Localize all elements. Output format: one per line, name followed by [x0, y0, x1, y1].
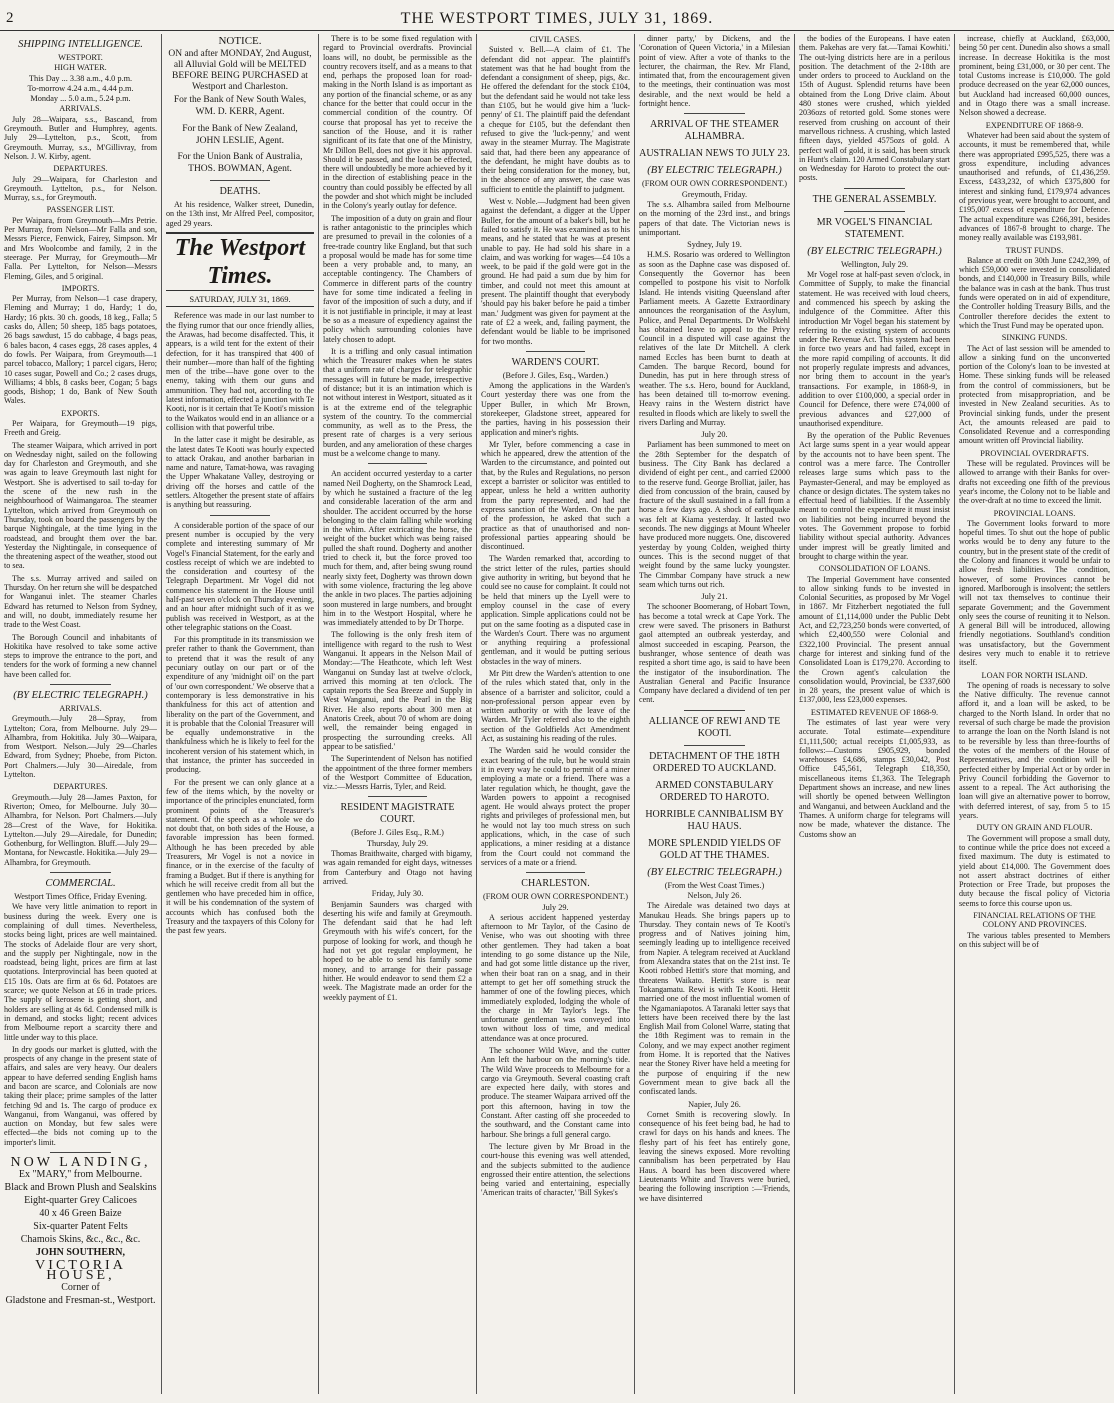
shipping-news: The steamer Waipara, which arrived in port on Wednesday night, sailed on the following day for Charleston and Greymouth, and she was again to leave Greymouth last night for Westport. She is advertised to sail to-day for the scene of the new rush in the neighbourhood of Waimangaroa. The steamer Lyttelton, which arrived from Greymouth on Thursday, took on board the passengers by the barque Nightingale, at the time lying in the roadstead, and brought them over the bar. Yesterday the Nightingale, in consequence of the threatening aspect of the weather, stood out to sea. [4, 440, 157, 571]
financial-heading: MR VOGEL'S FINANCIAL STATEMENT. [816, 216, 933, 240]
column-7 [959, 34, 1110, 1394]
ad-item: Six-quarter Patent Felts [33, 1221, 128, 1233]
news-text: The schooner Boomerang, of Hobart Town, has become a total wreck at Cape York. The crew were saved. The prisoners in Bathurst gaol attempted an outbreak yesterday, and almost succeeded in escaping. Pearson, the bushranger, whose sentence of death was respited a short time ago, is said to have been the instigator of the insubordination. The Australian General and Pacific Insurance Company have declared a dividend of ten per cent. [639, 602, 790, 705]
exports-text: Per Waipara, for Greymouth—19 pigs, Freeth and Greig. [4, 418, 157, 438]
commercial-sub: Westport Times Office, Friday Evening. [14, 892, 147, 902]
editorial-paragraph: The imposition of a duty on grain and flour is rather antagonistic to the principles which are presumed to prevail in the colonies of a free-trade country like England, but that such a proposal would be made has for some time been a very probable and, to many, an acceptable contingency. The Chambers of Commerce in different parts of the country have for some time indicated a feeling in favor of the imposition of such a duty, and if it is not justifiable in principle, it may at least be so as a measure of expediency against the policy which surrounding colonies have lately chosen to adopt. [323, 213, 472, 344]
arrivals-text: July 28—Waipara, s.s., Bascand, from Greymouth. Butler and Humphrey, agents. July 29—Lyttelton, p.s., Scott, from Greymouth. Murray, s.s., M'Gillivray, from Nelson. J. W. Kirby, agent. [4, 114, 157, 161]
warden-heading: WARDEN'S COURT. [511, 356, 600, 368]
telegraph-arrivals: Greymouth.—July 28—Spray, from Lyttelton; Cora, from Melbourne. July 29—Alhambra, from Hokitika. July 30—Waipara, from Westport. Nelson.—July 29—Charles Edward, from Sydney; Phoebe, from Picton. Port Chalmers.—July 30—Airedale, from Lyttelton. [4, 714, 157, 780]
headline: ARMED CONSTABULARY ORDERED TO HAROTO. [655, 779, 774, 803]
charleston-heading: CHARLESTON. [521, 878, 590, 890]
ad-item: Eight-quarter Grey Calicoes [24, 1195, 137, 1207]
ad-street: Gladstone and Fresman-st., Westport. [5, 1294, 156, 1306]
civil-case: West v. Noble.—Judgment had been given against the defendant, a digger at the Upper Buller, for the amount of a baker's bill, but he failed to satisfy it. He was examined as to his means, and he stated that he was at present unable to pay. He had sold his share in a claim, and was working for wages—£4 10s a week, to be paid if the gold were got in the ground. He had paid a sum due by him for timber, and could not meet this amount at present. The plaintiff thought that everybody 'should pay his baker before he paid a timber man.' Judgment was given for payment at the rate of £2 a week, and, failing payment, the defendant would be liable to be imprisoned for two months. [481, 197, 630, 346]
dateline: Wellington, July 29. [840, 259, 909, 269]
imports-text: Per Murray, from Nelson—1 case drapery, Fleming and Murray; 1 do, Hardy; 1 do, Hardy; 16 pkts. 30 ch. goods, 18 keg., Falla; 5 casks do, Allen; 50 sheep, 185 bags potatoes, 26 bags sawdust, 15 do cabbage, 4 bags peas, 6 bales bacon, 4 cases eggs, 28 cases apples, 4 do fowls. Per Waipara, from Greymouth—1 parcel tobacco, Mallory; 1 parcel cigars, Hero; 10 cases sugar, Powell and Co.; 2 cases drugs, Williams; 4 bbls, 8 casks beer, Cogan; 5 bags goods, Bishop; 1 do, Bank of New South Wales. [4, 294, 157, 406]
charleston-text: The schooner Wild Wave, and the cutter Ann left the harbour on the morning's tide. The Wild Wave proceeds to Melbourne for a cargo via Greymouth. Several coasting craft are expected here daily, with stores and produce. The steamer Waipara arrived off the port this afternoon, having in tow the Constant. After casting off she proceeded to the southward, and the Constant came into harbour. She brings a full general cargo. [481, 1045, 630, 1139]
commercial-heading: COMMERCIAL. [45, 878, 116, 890]
telegraph-heading: (BY ELECTRIC TELEGRAPH.) [647, 866, 782, 878]
financial-text: The Act of last session will be amended to allow a sinking fund on the unconverted portion of the Colony's loan to be invested at Home. These sinking funds will be released from the control of commissioners, but be protected from misappropriation, and be invested in New Zealand securities. As to Provincial sinking funds, under the present Act, the amounts released are paid to Consolidated Revenue and a corresponding amount written off Provincial liability. [959, 343, 1110, 446]
dateline: Greymouth, Friday. [681, 189, 748, 199]
separator [368, 796, 428, 797]
news-text: Parliament has been summoned to meet on the 28th September for the despatch of business. The City Bank has declared a dividend of eight per cent., and carried £2000 to the reserve fund. George Brolliat, jailer, has died from concussion of the brain, caused by fracture of the skull sustained in a fall from a horse a few days ago. A shock of earthquake was felt at Kiama yesterday. It lasted two seconds. The new diggings at Mount Wheeler have produced more nuggets. One, discovered yesterday by young Colden, weighed thirty ounces. This is the second nugget of that weight found by the same lucky youngster. The Cimmbar Company have struck a new seam which turns out rich. [639, 440, 790, 589]
section-heading: SINKING FUNDS. [1001, 333, 1068, 343]
headline: HORRIBLE CANNIBALISM BY HAU HAUS. [645, 808, 784, 832]
separator [210, 180, 269, 181]
editorial-paragraph: Reference was made in our last number to the flying rumor that our once friendly allies, the Arawas, had become disaffected. This, it appears, is a wild tent for the extent of their defection, for it has transpired that 400 of their number—more than half of the fighting men of the tribe—have gone over to the enemy, taking with them our guns and ammunition. They had not, according to the latest information, effected a junction with Te Kooti, nor is it certain that Te Kooti's mission to the Waikatos would end in an alliance or a collision with that powerful tribe. [166, 311, 314, 432]
continued-text: increase, chiefly at Auckland, £63,000, being 50 per cent. Dunedin also shows a small increase. In decrease Hokitika is the most prominent, being £31,000, or 30 per cent. The total Customs increase is £10,000. The gold produce decreased on the year 62,000 ounces, but Auckland had increased 60,000 ounces, and in Otago there was a small increase. Nelson showed a decrease. [959, 34, 1110, 118]
charleston-text: A serious accident happened yesterday afternoon to Mr Taylor, of the Casino de Venise, who was out shooting with three other gentlemen. They had taken a boat intending to go some distance up the Nile, and had got some little distance up the river, when their boat ran on a snag, and in their attempt to get her off something struck the hammer of one of the fowling pieces, which immediately exploded, lodging the whole of the charge in Mr Taylor's legs. The unfortunate gentleman was conveyed into town without loss of time, and medical attendance was at once procured. [481, 912, 630, 1043]
court-day: Thursday, July 29. [366, 838, 429, 848]
editorial-paragraph: There is to be some fixed regulation with regard to Provincial overdrafts. Provincial loans will, no doubt, be permissible as the country recovers itself, and as a means to that end, perhaps the proposed loan for road-making in the North Island is as important as any portion of the financial scheme, or as any chance for the better that could occur in the commercial condition of the country. Of course that proposal has yet to receive the sanction of the House, and it is rather significant of its fate that one of the Ministry, Mr Dillon Bell, does not give it his approval. Should it be passed, and the loan be effected, there will undoubtedly be more achieved by it in the direction of establishing peace in the country than could possibly be effected by all the powder and shot which might be included in the Colony's yearly outlay for defence. [323, 34, 472, 211]
court-day: Friday, July 30. [371, 889, 424, 899]
ad-sub: Ex "MARY," from Melbourne. [18, 1169, 143, 1181]
headline: ALLIANCE OF REWI AND TE KOOTI. [648, 715, 781, 739]
financial-text: Mr Vogel rose at half-past seven o'clock, in Committee of Supply, to make the financial statement. He was received with loud cheers, and commenced his speech by asking the indulgence of the Committee. After this introduction Mr Vogel began his statement by referring to the existing system of accounts under the Revenue Act. This system had been in force two years and had failed, except in the more rapid compiling of accounts. It did not properly regulate imprests and advances, nor bring them to account in the year's transactions. For example, in 1868-9, in addition to over £100,000, a special order in Council for Defence, there were £74,000 of previous advances and £27,000 of unauthorised expenditure. [799, 270, 950, 428]
court-text: Benjamin Saunders was charged with deserting his wife and family at Greymouth. The defendant said that he had left Greymouth with his wife's concert, for the purpose of looking for work, and though he had not yet got regular employment, he hoped to be able to send his family some money, and to arrange for their passage hither. He would endeavor to send them £2 a week. The Magistrate made an order for the weekly payment of £1. [323, 899, 472, 1002]
separator [526, 872, 586, 873]
financial-text: These will be regulated. Provinces will be allowed to arrange with their Banks for over-drafts not exceeding one fifth of the previous year's income, the Colony not to be liable and the over-draft at no time to exceed the limit. [959, 459, 1110, 506]
section-heading: TRUST FUNDS. [1005, 245, 1064, 255]
news-paragraph: An accident occurred yesterday to a carter named Neil Dogherty, on the Shamrock Lead, by which he sustained a fracture of the leg and considerable laceration of the arm and shoulder. The accident occurred by the horse belonging to the claim falling while working in the whim. After extricating the horse, the weight of the bucket which was being raised pulled the shaft round. Dogherty and another tried to check it, but the force proved too much for them, and, after being swung round nearly sixty feet, Dogherty was thrown down with some violence, fracturing the leg above the ankle in two places. The parties adjoining soon mustered in large numbers, and brought him in to the Westport Hospital, where he was immediately attended to by Dr Thorpe. [323, 469, 472, 628]
section-heading: LOAN FOR NORTH ISLAND. [981, 670, 1088, 680]
bank-agent: THOS. BOWMAN, Agent. [188, 163, 292, 174]
tide-row: Monday ... 5.0 a.m., 5.24 p.m. [30, 94, 131, 104]
assembly-heading: THE GENERAL ASSEMBLY. [812, 193, 937, 205]
ad-name: JOHN SOUTHERN, [36, 1247, 125, 1259]
news-text: Cornet Smith is recovering slowly. In consequence of his feet being bad, he had to crawl for days on his hands and knees. The fleshy part of his feet has entirely gone, leaving the sinews exposed. More revolting cannibalism has been perpetrated by Hau Haus. A board has been discovered where Lieutenants White and Travers were buried, bearing the following inscription :—'Friends, we have disinterred [639, 1109, 790, 1203]
separator [526, 351, 586, 352]
tide-heading: HIGH WATER. [54, 63, 107, 73]
separator [50, 872, 111, 873]
financial-text: The estimates of last year were very accurate. Total estimate—expenditure £1,111,500; actual receipts £1,005,933, as follows:—Customs £905,929, bonded warehouses £4,686, stamps £30,042, Post Office £45,561, Telegraph £18,350, miscellaneous items £1,363. The Telegraph Department shows an increase, and new lines will shortly be opened between Wellington and Wanganui, and between Auckland and the Thames. A uniform charge for telegrams will now be made, whatever the distance. The Customs show an [799, 718, 950, 839]
arrivals-heading: ARRIVALS. [59, 704, 102, 713]
tide-row: This Day ... 3.38 a.m., 4.0 p.m. [28, 73, 133, 83]
warden-text: Among the applications in the Warden's Court yesterday there was one from the Upper Buller, in which Mr Brown, storekeeper, Gladstone street, appeared for the parties, having in his possession their application and miner's rights. [481, 381, 630, 437]
headline: DETACHMENT OF THE 18TH ORDERED TO AUCKLAND. [649, 750, 780, 774]
passenger-text: Per Waipara, from Greymouth—Mrs Petrie. Per Murray, from Nelson—Mr Falla and son, Messrs Pierce, Fenwick, Fairey, Simpson. Mr and Mrs Woolcombe and family, 2 in the steerage. Per Murray, for Greymouth—Mr Falla. Per Lyttelton, for Nelson—Messrs Fleming, Giles, and 5 original. [4, 215, 157, 281]
financial-text: The various tables presented to Members on this subject will be of [959, 930, 1110, 949]
commercial-text: In dry goods our market is glutted, with the prospects of any change in the present state of affairs, and sales are very heavy. Our dealers appear to have deferred sending English hams and bacon are scarce, and Colonials are now taking their place; prime samples of the latter fetching 9d and 1s. The cargo of produce ex Wanganui, from Wanganui, was offered by auction on Monday, but few sales were effected—the bids not coming up to the importer's limit. [4, 1044, 157, 1147]
continued-text: the bodies of the Europeans. I have eaten them. Pakehas are very fat.—Tamai Kowhiti.' The out-lying districts here are in a perilous position. The detachment of the 2-18th are under orders to proceed to Auckland on the 15th of August. Splendid returns have been obtained from the Long Drive claim. About 480 stones were crushed, which yielded 2036ozs of retorted gold. Some stones were reserved from crushing on account of their marvellous richness. A crushing, which lasted fifteen days, yielded 4575ozs of gold. A perfect wall of gold, it is said, has been struck in Hunt's claim. 120 Armed Constabulary start on Wednesday for Haroto to protect the out-posts. [799, 34, 950, 183]
passenger-heading: PASSENGER LIST. [46, 205, 115, 215]
tide-row: To-morrow 4.24 a.m., 4.44 p.m. [27, 83, 134, 93]
masthead-title: THE WESTPORT TIMES, JULY 31, 1869. [400, 10, 714, 27]
charleston-sub: (FROM OUR OWN CORRESPONDENT.) [482, 892, 629, 902]
newspaper-title: The Westport Times. [166, 232, 314, 291]
issue-date: SATURDAY, JULY 31, 1869. [166, 295, 314, 307]
warden-sub: (Before J. Giles, Esq., Warden.) [502, 370, 609, 380]
dateline: July 20. [701, 430, 728, 440]
charleston-text: The lecture given by Mr Broad in the court-house this evening was well attended, and the subjects submitted to the audience engrossed their entire attention, the selections being varied and entertaining, especially 'American traits of character,' 'Bill Sykes's [481, 1141, 630, 1198]
westport-sub: WESTPORT. [58, 53, 103, 62]
financial-text: The Government looks forward to more hopeful times. To shut out the hope of public works would be to deny any future to the country, but in the present state of the credit of the Colony and finances it would be unfair to allow fresh liabilities. The condition, however, of some Provinces cannot be ignored. Marlborough is insolvent; the settlers will not tax themselves to continue their separate Government; and the Government only sees the course of reuniting it to Nelson. A general Bill will be introduced, allowing friendly negotiations. Southland's condition was unsatisfactory, but the Government desires very much to enable it to retrieve itself. [959, 518, 1110, 668]
deaths-heading: DEATHS. [219, 186, 261, 198]
news-text: The Airedale was detained two days at Manukau Heads. She brings papers up to Thursday. They contain news of Te Kooti's progress and of Natives joining him, seemingly leading up to intelligence received from Napier. A telegram received at Auckland from Alexandra states that on the 21st inst. Te Kooti robbed Hettit's store that morning, and threatens Waikato. Hettit's store is near Tokangamatu. Rewi is with Te Kooti. Hettit married one of the most influential women of the Ngamaniapotos. A Taranaki letter says that letters have been received there by the last English Mail from Colonel Warre, stating that the 18th Regiment was to remain in the Colony, and we may expect another regiment from Home. It is reported that the Natives near the Stoney River have held a meeting for the purpose of enquiring if the new Government mean to give back all the confiscated lands. [639, 901, 790, 1097]
source-line: (From the West Coast Times.) [664, 880, 765, 890]
departures-heading: DEPARTURES. [53, 782, 108, 792]
bank-name: For the Union Bank of Australia, [177, 151, 303, 162]
ad-corner: Corner of [61, 1281, 100, 1293]
bank-agent: JOHN LESLIE, Agent. [195, 135, 285, 146]
page-number: 2 [6, 10, 14, 26]
court-sub: (Before J. Giles Esq., R.M.) [351, 828, 444, 838]
dateline: Napier, July 26. [688, 1099, 741, 1109]
section-heading: PROVINCIAL OVERDRAFTS. [980, 448, 1089, 458]
separator [684, 113, 744, 114]
column-1 [4, 34, 157, 1394]
column-5 [639, 34, 790, 1394]
section-heading: FINANCIAL RELATIONS OF THE COLONY AND PROVINCES. [973, 911, 1096, 930]
separator [844, 211, 904, 212]
separator [50, 1152, 111, 1153]
warden-text: Mr Tyler, before commencing a case in which he appeared, drew the attention of the Warden to the circumstance, and pointed out that, by the Rules and Regulations, no person except a barrister or solicitor was entitled to appear, unless he held a written authority from the party represented, and had the express sanction of the Warden. On the part of the profession, he asked that such a practice as that of unauthorised and non-professional parties appearing should be discontinued. [481, 439, 630, 552]
news-text: H.M.S. Rosario was ordered to Wellington as soon as the Daphne case was disposed of. Consequently the Governor has been compelled to postpone his visit to Norfolk Island. He intends visiting Queensland after Parliament meets. A Gazette Extraordinary announces the reorganisation of the Asylum, Police, and Penal Departments. Dr Wolfskehl has obtained leave to appeal to the Privy Council in a disputed will case against the relatives of the late Dr Mitchell. A clerk named Eccles has been burnt to death at Camden. The barque Record, bound for Dunedin, has put in here through stress of weather. The s.s. Hero, bound for Auckland, has been detained till to-morrow evening. Heavy rains in the Western district have resulted in floods which are likely to swell the rivers Darling and Murray. [639, 250, 790, 427]
separator [210, 515, 269, 516]
section-heading: DUTY ON GRAIN AND FLOUR. [976, 823, 1093, 833]
separator [844, 188, 904, 189]
news-text: The s.s. Alhambra sailed from Melbourne on the morning of the 23rd inst., and brings papers of that date. The Victorian news is unimportant. [639, 199, 790, 237]
column-rule [318, 34, 319, 1394]
shipping-heading: SHIPPING INTELLIGENCE. [18, 39, 143, 50]
bank-name: For the Bank of New South Wales, [173, 95, 307, 106]
telegraph-departures: Greymouth.—July 28—James Paxton, for Riverton; Omeo, for Melbourne. July 30—Alhambra, for Nelson. Port Chalmers.—July 28—Crest of the Wave, for Hokitika. Lyttelton.—July 29—Airedale, for Dunedin; Gothenburg, for Wellington. Bluff.—July 29—Montana, for Newcastle. Hokitika.—July 29—Alhambra, for Greymouth. [4, 792, 157, 867]
masthead [0, 8, 1114, 31]
column-3 [323, 34, 472, 1394]
financial-text: The Government will propose a small duty, to continue while the price does not exceed a fixed maximum. The duty is estimated to yield about £14,000. The Government does not assert abstract doctrines of either Protection or Free Trade, but proposes the duty because the fiscal policy of Victoria seems to force this course upon us. [959, 833, 1110, 908]
news-paragraph: The Superintendent of Nelson has notified the appointment of the three former members of the Westport Committee of Education, viz.:—Messrs Harris, Tyler, and Reid. [323, 754, 472, 792]
separator [684, 745, 744, 746]
editorial-paragraph: For the present we can only glance at a few of the items which, by the novelty or importance of the principles enunciated, form prominent points of the Treasurer's statement. Of the speech as a whole we do not doubt that, on both sides of the House, a favorable impression has been formed. Although he has been preceded by able Treasurers, Mr Vogel is not a novice in finance, or in the exercise of the faculty of framing a Budget. But if there is anything for which he will receive credit from all but the gentlemen who have preceded him in office, it will be his condemnation of the system of accounts which has confused both the Treasury and the taxpayers of this Colony for the past few years. [166, 777, 314, 936]
telegraph-heading: (BY ELECTRIC TELEGRAPH.) [647, 165, 782, 177]
civil-case: Suisted v. Bell.—A claim of £1. The defendant did not appear. The plaintiff's statement was that he had bought from the defendant a consignment of sheep, pigs, &c. He offered the defendant for the stock £104, but the defendant said he would not take less than £105, but he would give him a 'luck-penny' of £1. The plaintiff paid the defendant a cheque for £105, but the defendant then refused to give the 'luck-penny,' and went away in the steamer Murray. The Magistrate said that, had there been any appearance of the defendant, he might have doubts as to their being consideration for the money, but, in the absence of any answer, the case was sufficient to entitle the plaintiff to judgment. [481, 45, 630, 194]
dateline: July 21. [701, 592, 728, 602]
alhambra-heading: ARRIVAL OF THE STEAMER ALHAMBRA. [650, 119, 779, 143]
dateline: Sydney, July 19. [687, 240, 742, 250]
column-6 [799, 34, 950, 1394]
warden-text: Mr Pitt drew the Warden's attention to one of the rules which stated that, only in the absence of a barrister and solicitor, could a non-professional person appear even by written authority or with the leave of the Warden. Mr Tyler referred also to the eighth section of the Goldfields Act Amendment Act, as sustaining his reading of the rules. [481, 669, 630, 744]
editorial-paragraph: A considerable portion of the space of our present number is occupied by the very complete and interesting summary of Mr Vogel's Financial Statement, for the early and costless receipt of which we are indebted to the consideration and courtesy of the Telegraph Department. Mr Vogel did not commence his statement in the House until half-past seven o'clock on Thursday evening, and an hour after midnight such of it as we publish was received in Westport, as at the other telegraphic stations on the Coast. [166, 520, 314, 632]
warden-text: The Warden said he would consider the exact bearing of the rule, but he would strain it in every way he could to permit of a miner employing a mate or a friend. There was a later regulation which, he thought, gave the Warden powers to appoint a recognised agent. He would always protect the proper rights and privileges of professional men, but he would not lay too much stress on such applications, which, in the case of such applications, a miner residing at a distance from the Court could not command the services of a mate or a friend. [481, 746, 630, 867]
section-heading: PROVINCIAL LOANS. [993, 508, 1076, 518]
column-2 [166, 34, 314, 1394]
correspondent-line: (FROM OUR OWN CORRESPONDENT.) [641, 179, 788, 189]
telegraph-heading: (BY ELECTRIC TELEGRAPH.) [13, 690, 148, 701]
ad-house: VICTORIA HOUSE, [35, 1258, 126, 1283]
australian-news-heading: AUSTRALIAN NEWS TO JULY 23. [639, 148, 790, 160]
exports-heading: EXPORTS. [61, 408, 100, 418]
ad-title: NOW LANDING, [10, 1155, 151, 1171]
imports-heading: IMPORTS. [61, 283, 100, 293]
financial-text: The Imperial Government have consented to allow sinking funds to be invested in Colonial Securities, as proposed by Mr Vogel in 1867. Mr Fitzherbert negotiated the full amount of £1,114,000 under the Public Debt Act, and £2,723,250 bonds were converted, of which £2,400,550 were Colonial and £322,100 Provincial. The present annual charge for interest and sinking fund of the Consolidated Loan is £179,270. According to the Crown agent's calculation the consolidation would, Provincial, be £337,600 in 28 years, the present value of which is £137,000, less £23,000 expenses. [799, 574, 950, 705]
financial-text: Whatever had been said about the system of accounts, it must be remembered that, while there was appropriated £995,525, there was a gross expenditure, including advances unauthorised and refunds, of £1,436,259. Excess, £433,232, of which £375,800 for interest and sinking fund, £179,974 advances of previous year, were brought to account, and £195,007 excess of expenditure for Defence. The actual expenditure was £266,391, besides advances of 1867-8 brought to charge. The money really available was £193,981. [959, 130, 1110, 243]
dateline: Nelson, July 26. [687, 891, 742, 900]
separator [368, 463, 428, 464]
departures-text: July 29—Waipara, for Charleston and Greymouth. Lyttelton, p.s., for Nelson. Murray, s.s., for Greymouth. [4, 174, 157, 203]
bank-agent: WM. D. KERR, Agent. [195, 107, 285, 118]
ad-item: 40 x 46 Green Baize [39, 1208, 122, 1220]
telegraph-heading: (BY ELECTRIC TELEGRAPH.) [807, 245, 942, 257]
notice-title: NOTICE. [218, 35, 262, 47]
continued-text: dinner party,' by Dickens, and the 'Coronation of Queen Victoria,' in a Milesian point of view. After a vote of thanks to the lecturer, the chairman, the Rev. Mr Fland, intimated that, from the encouragement given to the meetings, their continuation was most desirable, and the next would be held a fortnight hence. [639, 34, 790, 109]
arrivals-heading: ARRIVALS. [59, 104, 102, 114]
financial-text: By the operation of the Public Revenues Act large sums spent in a year would appear by the accounts not to have been spent. The control was a mere farce. The Controller releases large sums which pass to the Paymaster-General, and may be employed as chance or design dictates. The system takes no effectual heed of liabilities. If the Assembly meant to control the expenditure it must insist on liabilities not being incurred beyond the votes. The Government propose to forbid liability without special authority. Advances under imprest will be greatly limited and brought to charge within the year. [799, 431, 950, 561]
ad-item: Black and Brown Plush and Sealskins [4, 1182, 157, 1194]
column-rule [794, 34, 795, 1394]
column-rule [634, 34, 635, 1394]
shipping-news: The s.s. Murray arrived and sailed on Thursday. On her return she will be despatched for Wanganui inlet. The steamer Charles Edward has returned to Nelson from Sydney, and will, no doubt, immediately resume her trade to the West Coast. [4, 573, 157, 630]
editorial-paragraph: For this promptitude in its transmission we prefer rather to thank the Government, than to pretend that it was the result of any pecuniary outlay on our part or of the expenditure of any 'midnight oil' on the part of 'our own correspondent.' We observe that a contemporary is less demonstrative in his thankfulness for this act of attention and liberality on the part of the Government, and it is probable that the Colonial Treasurer will be equally undemonstrative in the thankfulness which he is likely to feel for the incoherent version of his statement which, in that instance, the printer has succeeded in producing. [166, 635, 314, 775]
court-heading: RESIDENT MAGISTRATE COURT. [340, 802, 455, 826]
bank-name: For the Bank of New Zealand, [182, 123, 298, 134]
charleston-date: July 29. [542, 902, 569, 912]
column-rule [161, 34, 162, 1394]
court-text: Thomas Braithwaite, charged with bigamy, was again remanded for eight days, witnesses from Canterbury and Otago not having arrived. [323, 849, 472, 886]
editorial-paragraph: It is a trifling and only casual intimation which the Treasurer makes when he states that a uniform rate of charges for telegraphic messages will in future be made, irrespective of distance; but it is an intimation which is not without interest in Westport, situated as it is at the extreme end of the telegraphic system of the country. To the commercial community, as well as to the Press, the present rate of charges is a very serious burden, and any amelioration of these charges must be a welcome change to many. [323, 346, 472, 459]
section-heading: CONSOLIDATION OF LOANS. [818, 564, 931, 574]
commercial-text: We have very little animation to report in business during the week. Every one is complaining of dull times. Nevertheless, stocks being light, prices are well maintained. The stocks of Adelaide flour are very short, and the supply per Nightingale, now in the roadstead, being light, prices are firm at last quotations. Interprovincial has been quoted at £15 10s. Oats are firm at 6s 6d. Potatoes are scarce; we quote Nelson at £6 in trade prices. The supply of kerosene is getting short, and holders are selling at 4s 6d. Condensed milk is in demand, and stocks light; recent advices from Melbourne report a scarcity there and little under way to this place. [4, 902, 157, 1042]
departures-heading: DEPARTURES. [53, 164, 108, 174]
deaths-text: At his residence, Walker street, Dunedin, on the 13th inst, Mr Alfred Peel, compositor, aged 29 years. [166, 200, 314, 228]
shipping-news: The Borough Council and inhabitants of Hokitika have resolved to take some active steps to improve the entrance to the port, and tenders for the work of forming a new channel have been called for. [4, 632, 157, 679]
section-heading: ESTIMATED REVENUE OF 1868-9. [810, 707, 939, 717]
separator [684, 710, 744, 711]
news-paragraph: The following is the only fresh item of intelligence with regard to the rush to West Wanganui. It appears in the Nelson Mail of Monday:—'The Heathcote, which left West Wanganui on Sunday last at twelve o'clock, arrived this morning at ten o'clock. The captain reports the Sea Breeze and Supply in West Wanganui, and the Pearl in the Big River. He also reports about 300 men at Anatoris Creek, about 70 of whom are doing well, the remainder being engaged in prospecting the surrounding creeks. All appear to be satisfied.' [323, 630, 472, 751]
separator [50, 684, 111, 685]
financial-text: Balance at credit on 30th June £242,399, of which £59,000 were invested in consolidated bonds, and £140,000 in Treasury Bills, while the balance was in cash at the bank. Thus trust funds were operated on in aid of expenditure, the Controller holding Treasury Bills, and the Controller therefore decides the extent to which the Trust Fund may be operated upon. [959, 255, 1110, 330]
civil-heading: CIVIL CASES. [529, 35, 582, 44]
column-rule [476, 34, 477, 1394]
warden-text: The Warden remarked that, according to the strict letter of the rules, parties should give authority in writing, but beyond that he could see no cause for complaint. It could not be held that miners up the Lyell were to employ counsel in the case of every application. Simple applications could not be put on the same footing as a disputed case in the Warden's Court. There was no argument or anything requiring a professional gentleman, and it would be putting serious obstacles in the way of miners. [481, 554, 630, 666]
column-rule [954, 34, 955, 1394]
editorial-paragraph: In the latter case it might be desirable, as the latest dates Te Kooti was hourly expected to attack Orakau, and another barbarian in name and nature, Tamat-howa, was ravaging the Upper Whakatane Valley, destroying or driving off the horses and cattle of the settlers. Altogether the present state of affairs is anything but reassuring. [166, 435, 314, 510]
financial-text: The opening of roads is necessary to solve the Native difficulty. The revenue cannot afford it, and a loan will be asked, to be charged to the North Island. In order that no reversal of such charge be made the provision to arrange the loan on the North Island is not to be reversible by less than three-fourths of the votes of the members of the House of Representatives, and the condition will be perfected either by Imperial Act or by order in Privy Council forbidding the Governor to assent to a repeal. The Act authorising the loan will give an alternative power to borrow, with deferred interest, of say, from 5 to 15 years. [959, 680, 1110, 821]
ad-item: Chamois Skins, &c., &c., &c. [20, 1234, 141, 1246]
notice-text: ON and after MONDAY, 2nd August, all Alluvial Gold will be MELTED BEFORE BEING PURCHASED at Westport and Charleston. [168, 49, 312, 93]
column-4 [481, 34, 630, 1394]
section-heading: EXPENDITURE OF 1868-9. [985, 120, 1084, 130]
headline: MORE SPLENDID YIELDS OF GOLD AT THE THAMES. [648, 837, 781, 861]
